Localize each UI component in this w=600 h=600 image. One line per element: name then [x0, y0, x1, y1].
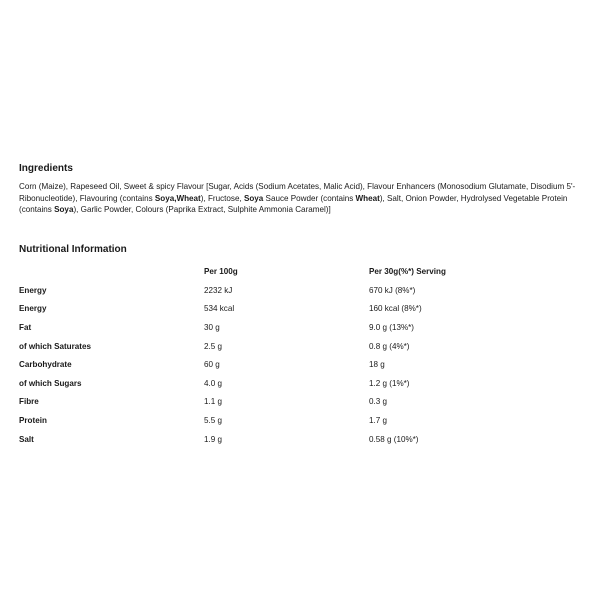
value-per-100g: 4.0 g	[204, 378, 223, 388]
value-per-100g: 2.5 g	[204, 341, 223, 351]
allergen-text: Soya	[243, 193, 264, 203]
table-row	[19, 393, 569, 412]
header-per-100g: Per 100g	[204, 267, 238, 277]
header-label	[19, 263, 204, 282]
ingredients-segment: ), Salt, Onion Powder, Hydrolysed Vegetable Protein (contains	[19, 193, 568, 214]
ingredients-text	[19, 181, 589, 216]
nutrient-label: of which Sugars	[19, 378, 82, 388]
value-per-100g: 5.5 g	[204, 416, 223, 426]
nutrient-label: Salt	[19, 434, 34, 444]
ingredients-segment: ), Garlic Powder, Colours (Paprika Extract, Sulphite Ammonia Caramel)]	[73, 205, 331, 214]
table-row	[19, 374, 569, 393]
table-row	[19, 430, 569, 449]
value-per-100g: 2232 kJ	[204, 285, 233, 295]
value-per-serving: 670 kJ (8%*)	[369, 285, 416, 295]
table-row	[19, 337, 569, 356]
ingredients-segment: ), Fructose,	[200, 193, 244, 203]
allergen-text: Soya,Wheat	[154, 193, 201, 203]
table-row	[19, 281, 569, 300]
nutrition-heading: Nutritional Information	[19, 243, 127, 255]
table-row	[19, 355, 569, 374]
header-per-serving: Per 30g(%*) Serving	[369, 267, 446, 277]
allergen-text: Wheat	[355, 193, 380, 203]
nutrition-table	[19, 263, 569, 449]
value-per-serving: 160 kcal (8%*)	[369, 304, 422, 314]
value-per-100g: 30 g	[204, 323, 220, 333]
value-per-100g: 1.1 g	[204, 397, 223, 407]
value-per-100g: 1.9 g	[204, 434, 223, 444]
table-row	[19, 411, 569, 430]
table-row	[19, 300, 569, 319]
ingredients-segment: Sauce Powder (contains	[263, 193, 356, 203]
value-per-serving: 18 g	[369, 360, 385, 370]
value-per-serving: 0.8 g (4%*)	[369, 341, 410, 351]
ingredients-segment: Corn (Maize), Rapeseed Oil, Sweet & spicy Flavour [Sugar, Acids (Sodium Acetates, Malic Acid), Flavour Enhancers (Monosodium Glutamate, Disodium 5'-Ribonucleotide), Flavouring (contains	[19, 182, 576, 203]
value-per-100g: 60 g	[204, 360, 220, 370]
nutrient-label: Energy	[19, 285, 47, 295]
nutrient-label: Fat	[19, 323, 32, 333]
value-per-serving: 9.0 g (13%*)	[369, 323, 414, 333]
product-info-page	[19, 163, 589, 448]
table-row	[19, 318, 569, 337]
nutrient-label: Protein	[19, 416, 47, 426]
nutrient-label: Fibre	[19, 397, 39, 407]
value-per-serving: 0.3 g	[369, 397, 388, 407]
value-per-100g: 534 kcal	[204, 304, 235, 314]
value-per-serving: 1.7 g	[369, 416, 388, 426]
nutrition-header-row	[19, 263, 569, 282]
value-per-serving: 1.2 g (1%*)	[369, 378, 410, 388]
nutrient-label: Carbohydrate	[19, 360, 72, 370]
value-per-serving: 0.58 g (10%*)	[369, 434, 419, 444]
ingredients-heading: Ingredients	[19, 163, 73, 174]
nutrient-label: Energy	[19, 304, 47, 314]
allergen-text: Soya	[54, 205, 74, 214]
nutrient-label: of which Saturates	[19, 341, 91, 351]
